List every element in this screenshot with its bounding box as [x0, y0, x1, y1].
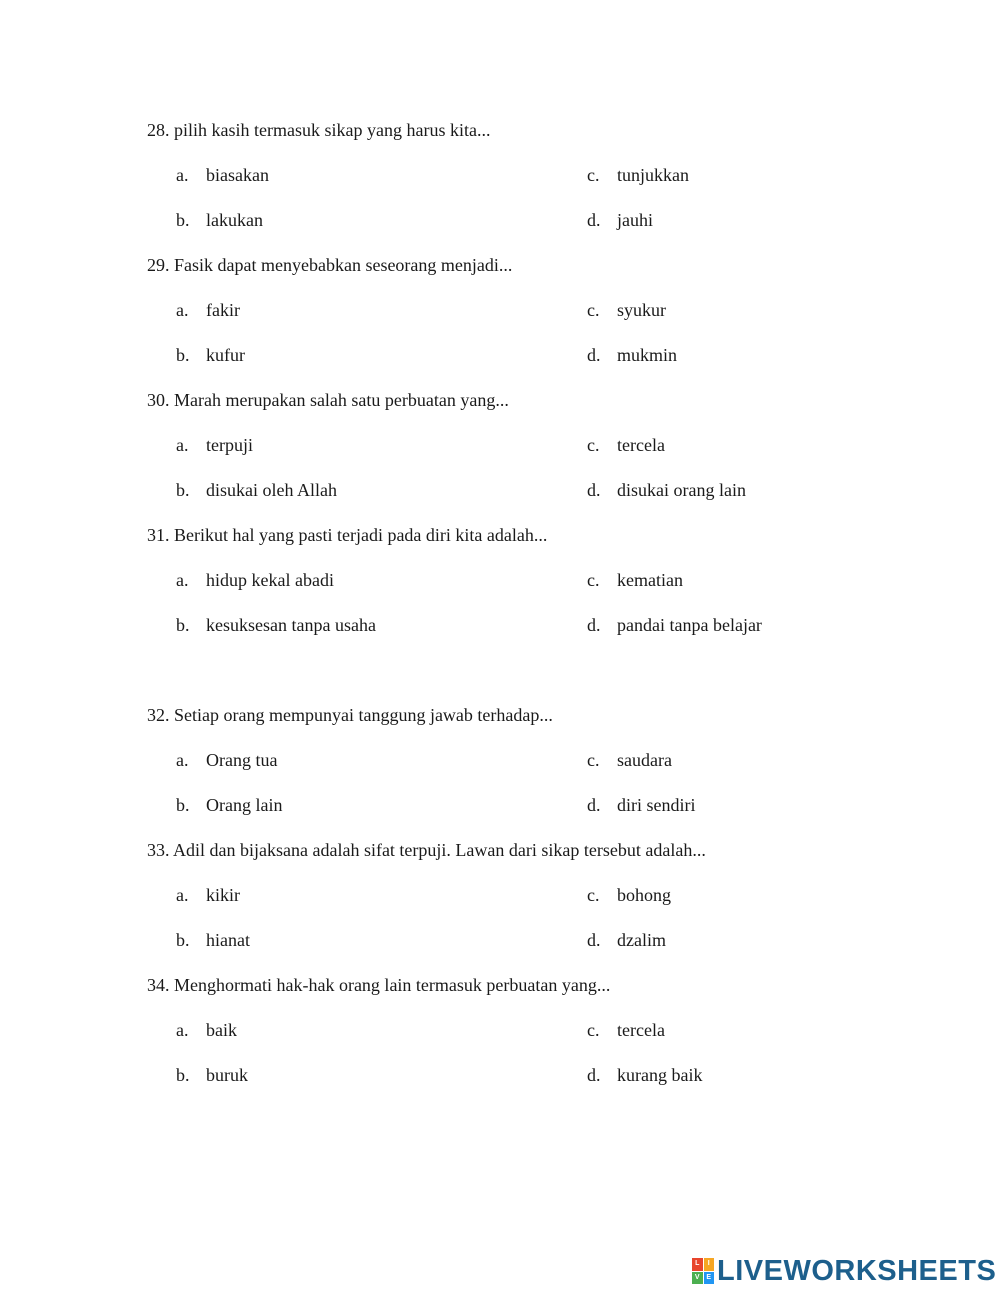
- question-31-option-d[interactable]: [587, 614, 762, 636]
- question-30-option-d[interactable]: [587, 479, 746, 501]
- question-29-text: 29. Fasik dapat menyebabkan seseorang menjadi...: [147, 255, 513, 275]
- option-letter: b.: [176, 615, 190, 635]
- option-letter: c.: [587, 435, 600, 455]
- question-28-option-b[interactable]: [176, 209, 263, 231]
- question-33-option-b[interactable]: [176, 929, 250, 951]
- option-letter: b.: [176, 795, 190, 815]
- option-text: saudara: [617, 750, 672, 770]
- option-text: kufur: [206, 345, 245, 365]
- question-29-option-d[interactable]: [587, 344, 677, 366]
- question-34-option-c[interactable]: [587, 1019, 665, 1041]
- option-letter: b.: [176, 480, 190, 500]
- option-text: bohong: [617, 885, 671, 905]
- option-text: biasakan: [206, 165, 269, 185]
- logo-tile: V: [692, 1272, 703, 1285]
- option-text: tercela: [617, 1020, 665, 1040]
- option-letter: d.: [587, 345, 601, 365]
- question-33-text: 33. Adil dan bijaksana adalah sifat terpuji. Lawan dari sikap tersebut adalah...: [147, 840, 706, 860]
- logo-tile: I: [704, 1258, 715, 1271]
- option-text: disukai orang lain: [617, 480, 746, 500]
- option-letter: a.: [176, 435, 189, 455]
- logo-wordmark: LIVEWORKSHEETS: [717, 1254, 997, 1287]
- question-34-option-d[interactable]: [587, 1064, 702, 1086]
- question-33-option-d[interactable]: [587, 929, 666, 951]
- option-letter: c.: [587, 570, 600, 590]
- option-text: baik: [206, 1020, 237, 1040]
- question-31-option-a[interactable]: [176, 569, 334, 591]
- option-text: syukur: [617, 300, 666, 320]
- option-text: Orang lain: [206, 795, 283, 815]
- question-34-option-a[interactable]: [176, 1019, 237, 1041]
- question-32-text: 32. Setiap orang mempunyai tanggung jawab terhadap...: [147, 705, 553, 725]
- option-text: hidup kekal abadi: [206, 570, 334, 590]
- option-text: terpuji: [206, 435, 253, 455]
- option-letter: c.: [587, 885, 600, 905]
- question-31-text: 31. Berikut hal yang pasti terjadi pada diri kita adalah...: [147, 525, 548, 545]
- question-29-option-a[interactable]: [176, 299, 240, 321]
- option-letter: a.: [176, 750, 189, 770]
- option-text: kikir: [206, 885, 240, 905]
- option-letter: d.: [587, 615, 601, 635]
- option-text: dzalim: [617, 930, 666, 950]
- question-32-option-a[interactable]: [176, 749, 277, 771]
- option-letter: b.: [176, 210, 190, 230]
- option-letter: c.: [587, 300, 600, 320]
- option-text: tercela: [617, 435, 665, 455]
- option-text: kematian: [617, 570, 683, 590]
- option-text: kesuksesan tanpa usaha: [206, 615, 376, 635]
- option-text: mukmin: [617, 345, 678, 365]
- option-letter: c.: [587, 165, 600, 185]
- option-text: lakukan: [206, 210, 263, 230]
- option-text: buruk: [206, 1065, 248, 1085]
- logo-tile: L: [692, 1258, 703, 1271]
- option-text: disukai oleh Allah: [206, 480, 337, 500]
- question-28-option-c[interactable]: [587, 164, 689, 186]
- option-text: Orang tua: [206, 750, 278, 770]
- option-text: kurang baik: [617, 1065, 703, 1085]
- question-33-option-a[interactable]: [176, 884, 240, 906]
- option-letter: b.: [176, 345, 190, 365]
- question-28-text: 28. pilih kasih termasuk sikap yang harus kita...: [147, 120, 491, 140]
- option-letter: a.: [176, 570, 189, 590]
- question-31-option-c[interactable]: [587, 569, 683, 591]
- option-text: tunjukkan: [617, 165, 689, 185]
- option-text: diri sendiri: [617, 795, 696, 815]
- question-33-option-c[interactable]: [587, 884, 671, 906]
- option-letter: d.: [587, 480, 601, 500]
- option-letter: a.: [176, 885, 189, 905]
- question-28-option-a[interactable]: [176, 164, 269, 186]
- option-letter: a.: [176, 300, 189, 320]
- option-letter: d.: [587, 210, 601, 230]
- option-text: hianat: [206, 930, 250, 950]
- question-32-option-c[interactable]: [587, 749, 672, 771]
- question-31-option-b[interactable]: [176, 614, 376, 636]
- question-32-option-d[interactable]: [587, 794, 696, 816]
- option-letter: d.: [587, 795, 601, 815]
- question-34-option-b[interactable]: [176, 1064, 248, 1086]
- question-28-option-d[interactable]: [587, 209, 653, 231]
- question-32-option-b[interactable]: [176, 794, 282, 816]
- option-letter: b.: [176, 1065, 190, 1085]
- question-30-option-b[interactable]: [176, 479, 337, 501]
- option-letter: b.: [176, 930, 190, 950]
- question-30-option-c[interactable]: [587, 434, 665, 456]
- option-text: fakir: [206, 300, 240, 320]
- question-29-option-b[interactable]: [176, 344, 245, 366]
- question-30-text: 30. Marah merupakan salah satu perbuatan yang...: [147, 390, 509, 410]
- option-text: pandai tanpa belajar: [617, 615, 762, 635]
- question-29-option-c[interactable]: [587, 299, 666, 321]
- liveworksheets-logo: [692, 1255, 996, 1287]
- liveworksheets-tile-icon: [692, 1258, 714, 1284]
- option-letter: a.: [176, 1020, 189, 1040]
- option-letter: c.: [587, 750, 600, 770]
- option-letter: d.: [587, 1065, 601, 1085]
- option-text: jauhi: [617, 210, 653, 230]
- logo-tile: E: [704, 1272, 715, 1285]
- question-30-option-a[interactable]: [176, 434, 253, 456]
- question-34-text: 34. Menghormati hak-hak orang lain termasuk perbuatan yang...: [147, 975, 611, 995]
- option-letter: c.: [587, 1020, 600, 1040]
- option-letter: d.: [587, 930, 601, 950]
- option-letter: a.: [176, 165, 189, 185]
